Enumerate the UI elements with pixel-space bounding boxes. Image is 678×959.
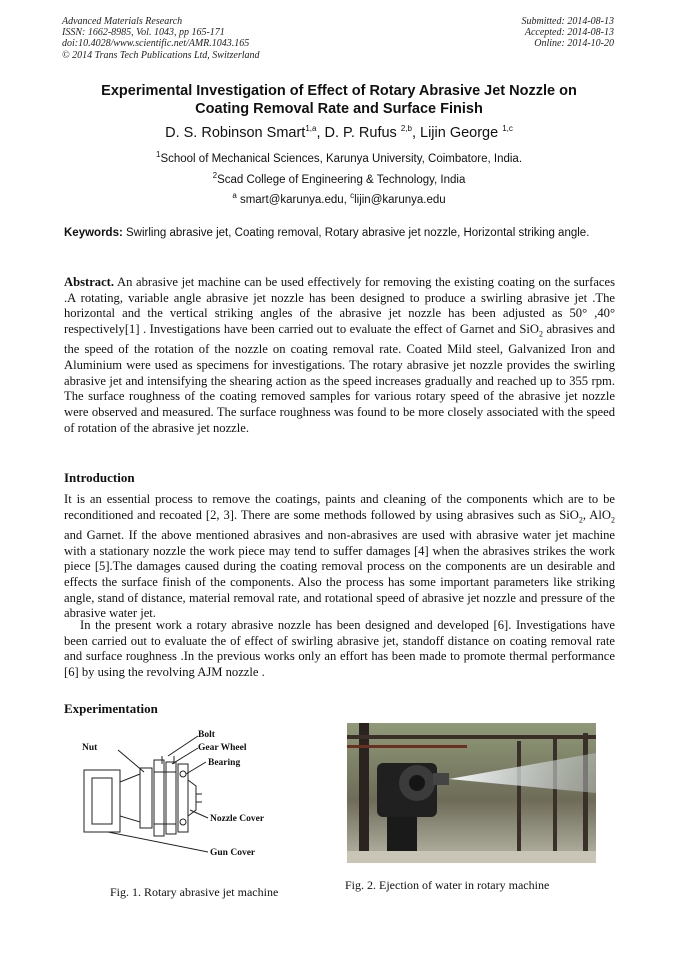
paper-title-line-2: Coating Removal Rate and Surface Finish (195, 101, 483, 117)
journal-copyright: © 2014 Trans Tech Publications Ltd, Switzerland (62, 49, 260, 61)
label-bolt: Bolt (198, 730, 215, 740)
abstract-text-2: abrasives and the speed of the rotation of the nozzle on coating removal rate. Coated Mild steel, Galvanized Iron and Aluminium were used as specimens for investigations. The rotary abrasive jet nozzle provides the swirling abrasive jet and intensifying the shearing action as the speed increases gradually and reached up to 355 rpm. The surface roughness of the coating removed samples for various rotary speed of the abrasive jet nozzle were observed and measured. The surface roughness was found to be more closely associated with the speed of rotation of the abrasive jet nozzle. (64, 322, 615, 435)
label-gear-wheel: Gear Wheel (198, 743, 247, 753)
affiliation-2-marker: 2 (212, 171, 218, 180)
paper-title (40, 82, 638, 118)
abstract-subscript: 2 (538, 329, 543, 339)
author-list: D. S. Robinson Smart$^{1,a}$, D. P. Rufus $^{2,b}$, Lijin George $^{1,c}$ (165, 124, 513, 141)
keywords-text: Swirling abrasive jet, Coating removal, Rotary abrasive jet nozzle, Horizontal striking angle. (122, 227, 590, 239)
intro-p1-part-a: It is an essential process to remove the coatings, paints and cleaning of the components which are to be reconditioned and recoated [2, 3]. There are some methods followed by using abrasives such as SiO (64, 492, 615, 522)
journal-info (62, 16, 260, 61)
affiliation-1-marker: 1 (155, 150, 161, 159)
rotary-nozzle-diagram (78, 728, 288, 856)
author-3: Lijin George (420, 124, 503, 141)
journal-name: Advanced Materials Research (62, 16, 183, 27)
email-a[interactable]: smart@karunya.edu, (236, 193, 351, 206)
intro-p1-subscript-1: 2 (578, 515, 583, 525)
experimentation-heading: Experimentation (64, 701, 158, 716)
intro-p1-subscript-2: 2 (611, 515, 615, 525)
paper-title-line-1: Experimental Investigation of Effect of Rotary Abrasive Jet Nozzle on (101, 83, 577, 99)
abstract-text-1: An abrasive jet machine can be used effectively for removing the existing coating on the surfaces .A rotating, variable angle abrasive jet nozzle has been designed to produce a swirling abrasive jet .The horizontal and the vertical striking angles of the abrasive jet nozzle has been adjusted as 50° ,40° respectively[1] . Investigations have been carried out to evaluate the effect of Garnet and SiO (64, 275, 615, 337)
submitted-date: Submitted: 2014-08-13 (521, 16, 614, 27)
affiliation-2-text: Scad College of Engineering & Technology, India (217, 173, 466, 186)
figure-2-caption: Fig. 2. Ejection of water in rotary machine (345, 878, 550, 892)
affiliation-1 (40, 150, 638, 165)
email-c-marker: c (350, 191, 355, 200)
water-ejection-photo (347, 723, 596, 863)
keywords (64, 226, 615, 242)
introduction-paragraph-2: In the present work a rotary abrasive nozzle has been designed and developed [6]. Investigations have been carried out to evaluate the of effect of swirling abrasive jet, standoff distance on coating removal rate and surface roughness .In the previous works only an effort has been made to promote thermal performance [6] by using the revolving AJM nozzle . (64, 618, 615, 680)
label-gun-cover: Gun Cover (210, 848, 256, 856)
introduction-heading: Introduction (64, 470, 135, 485)
author-2: D. P. Rufus (324, 124, 401, 141)
journal-doi[interactable]: doi:10.4028/www.scientific.net/AMR.1043.165 (62, 38, 250, 50)
author-1-affiliation: 1,a (305, 124, 317, 133)
introduction-paragraph-1 (64, 492, 615, 622)
submission-dates (522, 16, 615, 50)
affiliation-1-text: School of Mechanical Sciences, Karunya University, Coimbatore, India. (160, 152, 523, 165)
email-a-marker: a (232, 191, 237, 200)
label-nut: Nut (82, 743, 98, 753)
intro-p1-part-c: and Garnet. If the above mentioned abrasives and non-abrasives are used with abrasive water jet machine with a stationary nozzle the work piece may tend to suffer damages [4] when the abrasives strikes the work piece [5].The damages caused during the coating removal process on the components are un desirable and effects the surface finish of the components. Also the process has some important parameters like striking angle, stand of distance, material removal rate, and rotational speed of abrasive jet nozzle and pressure of the abrasive water jet. (64, 527, 615, 621)
journal-issn: ISSN: 1662-8985, Vol. 1043, pp 165-171 (62, 27, 225, 39)
figure-1-caption: Fig. 1. Rotary abrasive jet machine (110, 885, 279, 899)
label-nozzle-cover: Nozzle Cover (210, 814, 265, 824)
abstract (64, 275, 615, 437)
email-c[interactable]: lijin@karunya.edu (354, 193, 446, 206)
author-emails (40, 191, 638, 206)
online-date: Online: 2014-10-20 (534, 38, 614, 50)
author-2-affiliation: 2,b (400, 124, 412, 133)
intro-p1-part-b: , AlO (582, 507, 611, 522)
author-1: D. S. Robinson Smart (165, 124, 306, 141)
accepted-date: Accepted: 2014-08-13 (524, 27, 614, 39)
affiliation-2 (40, 171, 638, 186)
keywords-label: Keywords: (64, 227, 123, 239)
abstract-label: Abstract. (64, 275, 115, 289)
label-bearing: Bearing (208, 758, 241, 768)
author-3-affiliation: 1,c (502, 124, 513, 133)
